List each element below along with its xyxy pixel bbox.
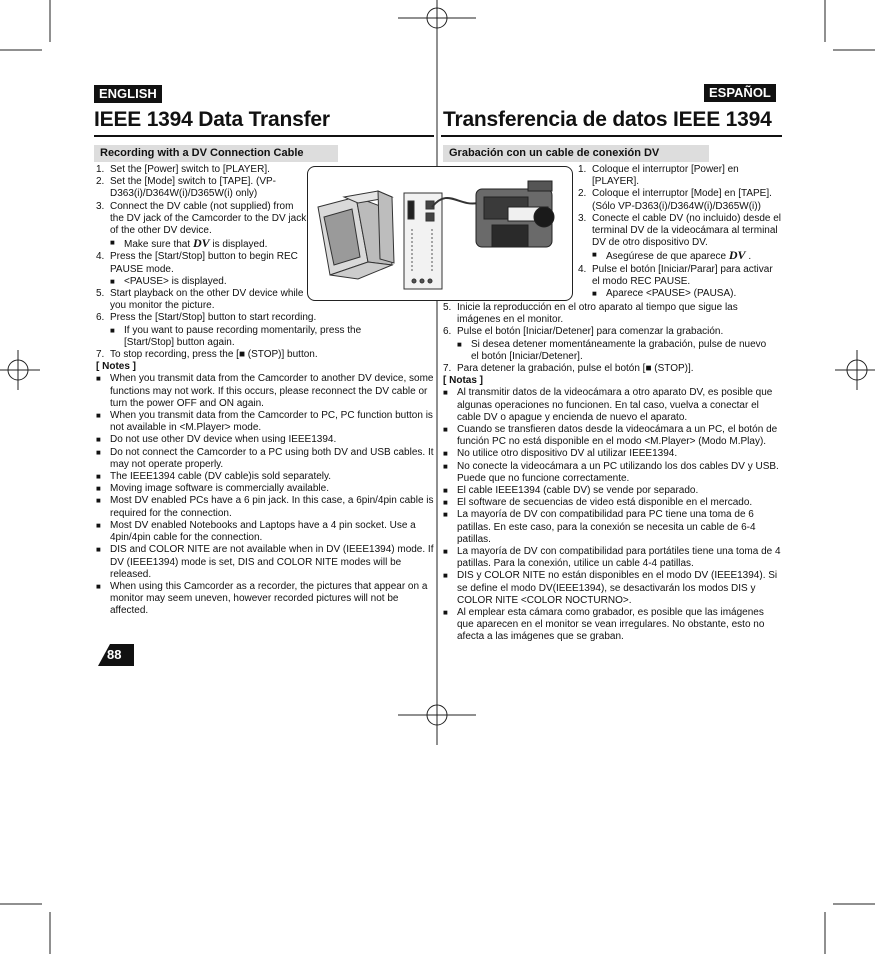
page-number: 88 — [107, 647, 122, 662]
title-rule-spanish — [441, 135, 782, 137]
step-4-note-es: ■ Aparece <PAUSE> (PAUSA). — [592, 288, 737, 300]
note-item: ■ DIS y COLOR NITE no están disponibles en el modo DV (IEEE1394). Si se define el modo DV(IEEE1394), se desactivarán los modos DIS y COLOR NITE <COLOR NOCTURNO>. — [443, 570, 778, 606]
notes-heading-es: [ Notas ] — [443, 375, 483, 387]
note-item: ■ Al transmitir datos de la videocámara a otro aparato DV, es posible que algunas operaciones no funcionen. En tal caso, vuelva a conectar el cable DV o apague y encienda de nuevo el aparato. — [443, 387, 773, 423]
note-item: ■ Do not connect the Camcorder to a PC using both DV and USB cables. It may not operate properly. — [96, 446, 434, 470]
note-item: ■ El software de secuencias de video está disponible en el mercado. — [443, 497, 753, 509]
step-6-note-es: ■ Si desea detener momentáneamente la grabación, pulse de nuevo el botón [Iniciar/Detener]. — [457, 338, 767, 362]
spanish-steps-top — [578, 164, 782, 300]
note-item: ■ No conecte la videocámara a un PC utilizando los dos cables DV y USB. Puede que no funcione correctamente. — [443, 460, 779, 484]
step-5-en: 5. Start playback on the other DV device while you monitor the picture. — [96, 288, 304, 312]
step-4-en: 4. Press the [Start/Stop] button to begin REC PAUSE mode. — [96, 251, 298, 275]
page-title-english: IEEE 1394 Data Transfer — [94, 108, 330, 131]
note-item: ■ When you transmit data from the Camcorder to PC, PC function button is not available in <M.Player> mode. — [96, 410, 433, 434]
page-number-tab — [98, 642, 134, 668]
page-title-spanish: Transferencia de datos IEEE 1394 — [443, 108, 772, 131]
note-item: ■ La mayoría de DV con compatibilidad para PC tiene una toma de 6 patillas. En este caso, para la conexión se necesita un cable de 6-4 patillas. — [443, 509, 756, 545]
step-3-es: 3. Conecte el cable DV (no incluido) desde el terminal DV de la videocámara al terminal DV de otro dispositivo DV. — [578, 212, 781, 249]
step-2-en: 2. Set the [Mode] switch to [TAPE]. (VP-D363(i)/D364W(i)/D365W(i) only) — [96, 176, 276, 200]
step-3-note-es: ■ Asegúrese de que aparece DV . — [592, 248, 752, 263]
note-item: ■ When you transmit data from the Camcorder to another DV device, some functions may not work. If this occurs, please reconnect the DV cable or turn the power OFF and ON again. — [96, 373, 434, 409]
language-tag-spanish: ESPAÑOL — [704, 84, 776, 102]
notes-heading-en: [ Notes ] — [96, 361, 136, 373]
english-column — [96, 164, 434, 618]
dv-logo-icon: DV — [192, 236, 210, 251]
section-heading-english: Recording with a DV Connection Cable — [94, 145, 338, 162]
dv-logo-icon: DV — [728, 248, 746, 263]
step-6-es: 6. Pulse el botón [Iniciar/Detener] para comenzar la grabación. — [443, 326, 724, 338]
language-tag-english: ENGLISH — [94, 85, 162, 103]
step-3-note-en: ■ Make sure that DV is displayed. — [110, 236, 268, 251]
step-7-en: 7. To stop recording, press the [■ (STOP)] button. — [96, 349, 318, 361]
note-item: ■ El cable IEEE1394 (cable DV) se vende por separado. — [443, 485, 699, 497]
title-rule-english — [94, 135, 434, 137]
note-item: ■ Al emplear esta cámara como grabador, es posible que las imágenes que aparecen en el monitor se vean irregulares. No obstante, esto no afecta a las imágenes que se graban. — [443, 607, 765, 643]
note-item: ■ When using this Camcorder as a recorder, the pictures that appear on a monitor may seem uneven, however recorded pictures will not be affected. — [96, 580, 428, 617]
camcorder-icon — [476, 181, 554, 247]
section-heading-spanish: Grabación con un cable de conexión DV — [443, 145, 709, 162]
note-item: ■ Moving image software is commercially available. — [96, 483, 329, 495]
step-1-es: 1. Coloque el interruptor [Power] en [PLAYER]. — [578, 164, 739, 188]
note-item: ■ Do not use other DV device when using IEEE1394. — [96, 434, 337, 446]
note-item: ■ No utilice otro dispositivo DV al utilizar IEEE1394. — [443, 448, 678, 460]
step-5-es: 5. Inicie la reproducción en el otro aparato al tiempo que sigue las imágenes en el monitor. — [443, 302, 738, 326]
step-4-es: 4. Pulse el botón [Iniciar/Parar] para activar el modo REC PAUSE. — [578, 263, 773, 287]
note-item: ■ DIS and COLOR NITE are not available when in DV (IEEE1394) mode. If DV (IEEE1394) mode is set, DIS and COLOR NITE modes will be released. — [96, 544, 434, 580]
note-item: ■ Most DV enabled PCs have a 6 pin jack. In this case, a 6pin/4pin cable is required for the connection. — [96, 495, 434, 519]
step-7-es: 7. Para detener la grabación, pulse el botón [■ (STOP)]. — [443, 363, 694, 375]
note-item: ■ Most DV enabled Notebooks and Laptops have a 4 pin socket. Use a 4pin/4pin cable for the connection. — [96, 519, 416, 544]
note-item: ■ The IEEE1394 cable (DV cable)is sold separately. — [96, 471, 332, 483]
step-6-note-en: ■ If you want to pause recording momentarily, press the [Start/Stop] button again. — [110, 324, 362, 348]
step-3-en: 3. Connect the DV cable (not supplied) from the DV jack of the Camcorder to the DV jack of the other DV device. — [96, 200, 307, 237]
note-item: ■ Cuando se transfieren datos desde la videocámara a un PC, el botón de función PC no está disponible en el modo <M.Player> (Modo M.Play). — [443, 424, 778, 448]
note-item: ■ La mayoría de DV con compatibilidad para portátiles tiene una toma de 4 patillas. Para la conexión, utilice un cable 4-4 patillas. — [443, 546, 781, 570]
spanish-column — [443, 302, 783, 644]
step-1-en: 1. Set the [Power] switch to [PLAYER]. — [96, 164, 270, 175]
step-2-es: 2. Coloque el interruptor [Mode] en [TAPE]. (Sólo VP-D363(i)/D364W(i)/D365W(i)) — [578, 188, 772, 212]
step-4-note-en: ■ <PAUSE> is displayed. — [110, 275, 227, 287]
step-6-en: 6. Press the [Start/Stop] button to start recording. — [96, 312, 317, 324]
